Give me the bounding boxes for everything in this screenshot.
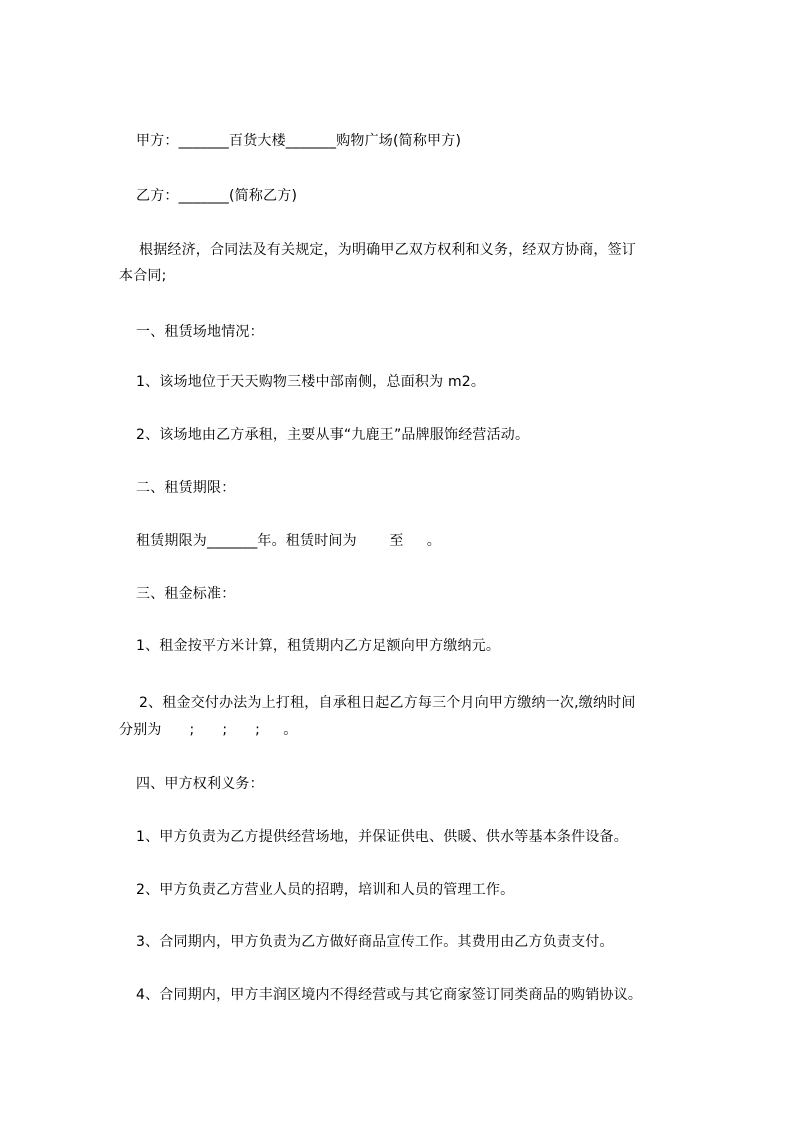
- section-heading-rights: 四、甲方权利义务：: [136, 776, 264, 792]
- section-heading-rent: 三、租金标准：: [136, 586, 236, 602]
- party-a-line: 甲方：_______百货大楼_______购物广场(简称甲方): [136, 133, 462, 149]
- rent-clause-1: 1、租金按平方米计算，租赁期内乙方足额向甲方缴纳元。: [136, 638, 501, 654]
- site-clause-1: 1、该场地位于天天购物三楼中部南侧，总面积为 m2。: [136, 374, 486, 390]
- rights-clause-3: 3、合同期内，甲方负责为乙方做好商品宣传工作。其费用由乙方负责支付。: [136, 934, 614, 950]
- section-heading-site: 一、租赁场地情况：: [136, 324, 264, 340]
- term-clause: 租赁期限为_______年。租赁时间为 至 。: [136, 533, 442, 549]
- preamble-line-1: 根据经济，合同法及有关规定，为明确甲乙双方权利和义务，经双方协商，签订: [139, 242, 636, 258]
- rights-clause-4: 4、合同期内，甲方丰润区境内不得经营或与其它商家签订同类商品的购销协议。: [136, 987, 643, 1003]
- preamble-line-2: 本合同;: [119, 268, 167, 284]
- rent-clause-2-line-1: 2、租金交付办法为上打租，自承租日起乙方每三个月向甲方缴纳一次,缴纳时间: [139, 695, 636, 711]
- site-clause-2: 2、该场地由乙方承租，主要从事“九鹿王”品牌服饰经营活动。: [136, 427, 530, 443]
- rights-clause-1: 1、甲方负责为乙方提供经营场地，并保证供电、供暖、供水等基本条件设备。: [136, 829, 628, 845]
- rights-clause-2: 2、甲方负责乙方营业人员的招聘，培训和人员的管理工作。: [136, 882, 515, 898]
- party-b-line: 乙方：_______(简称乙方): [136, 188, 298, 204]
- section-heading-term: 二、租赁期限：: [136, 480, 236, 496]
- rent-clause-2-line-2: 分别为 ; ; ; 。: [119, 722, 298, 738]
